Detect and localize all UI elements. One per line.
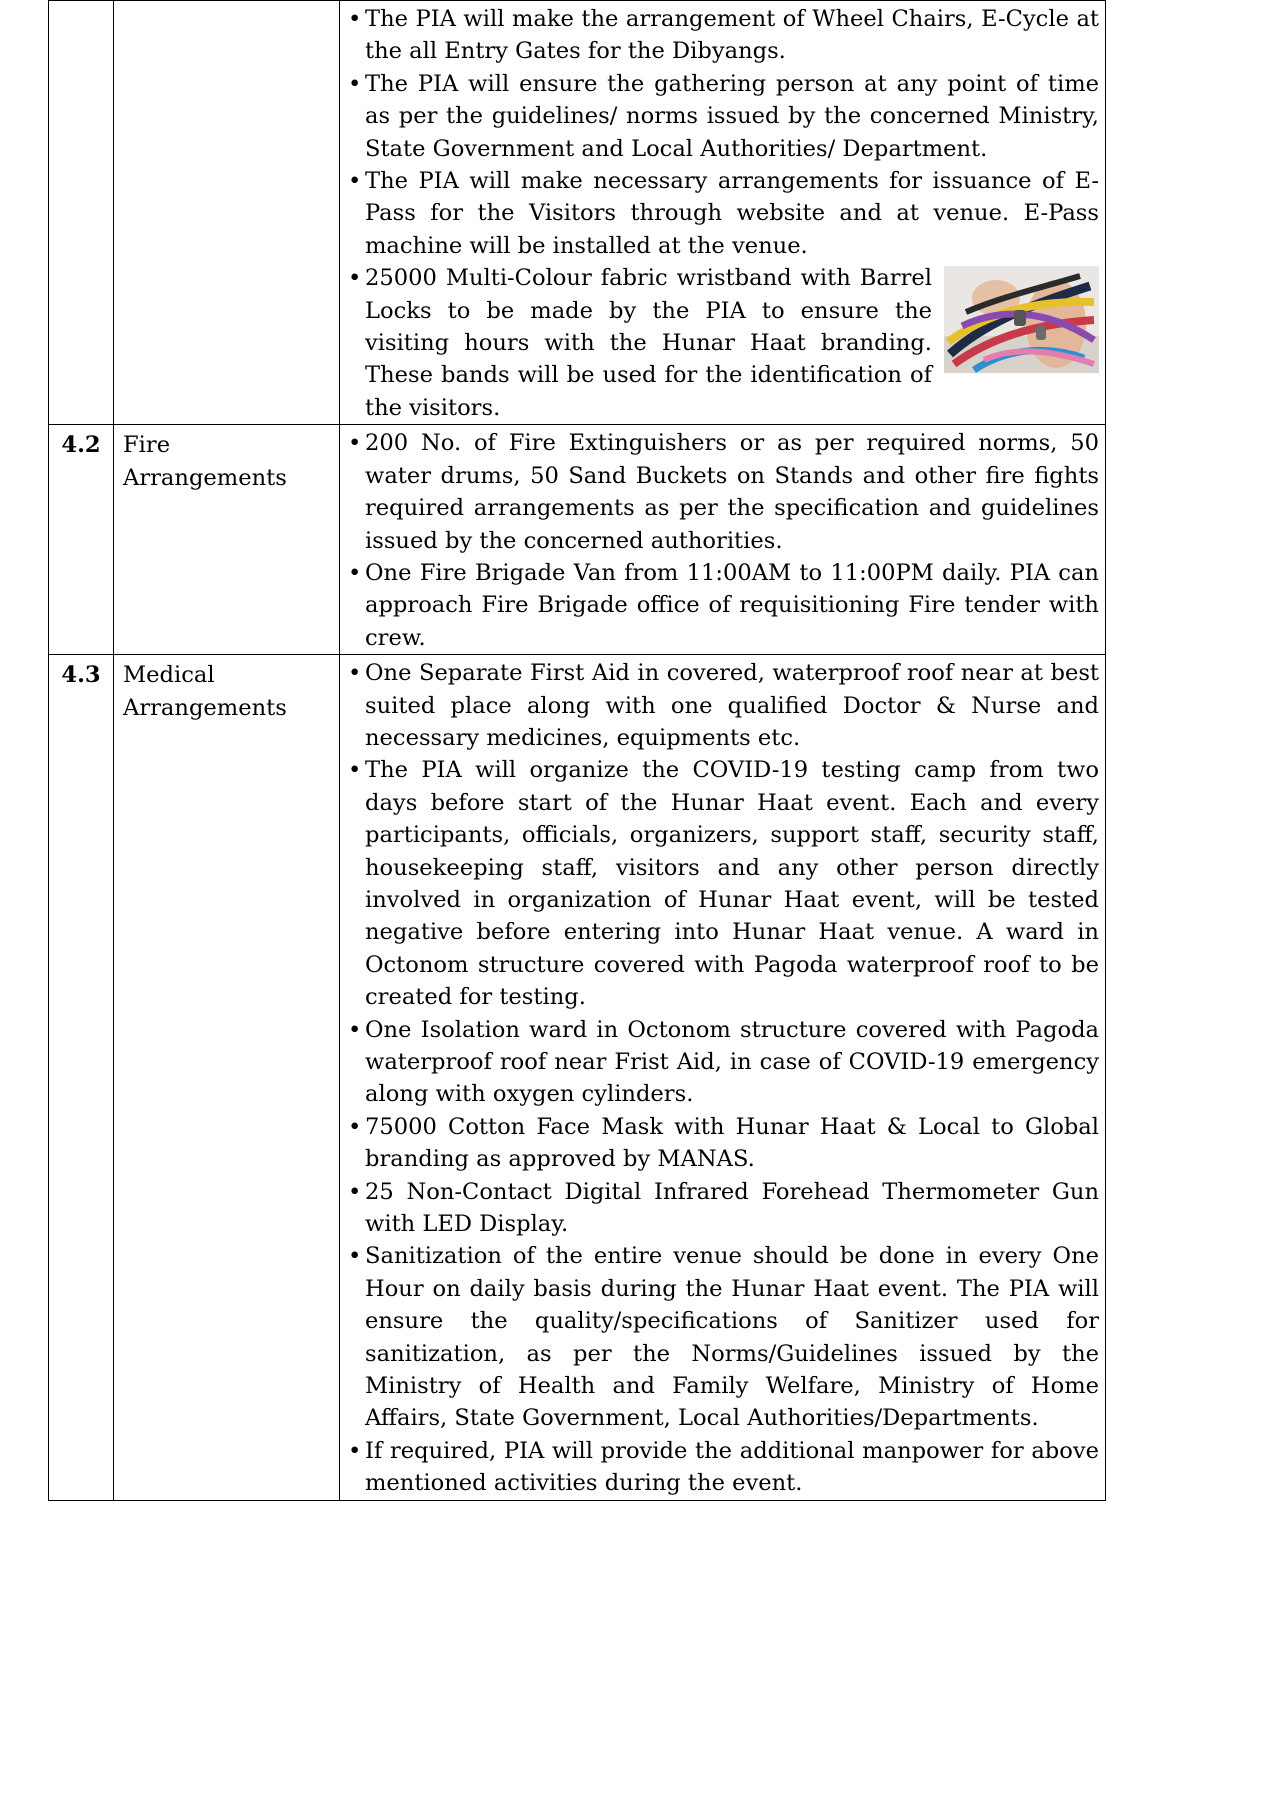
row-number-cell: 4.2 [49, 425, 114, 655]
bullet-icon: • [348, 1178, 362, 1205]
row-heading-cell: Medical Arrangements [114, 655, 340, 1501]
bullet-icon: • [348, 430, 362, 457]
bullet-icon: • [348, 660, 362, 687]
row-details-cell [340, 1, 1106, 425]
table-row-continuation [49, 1, 1106, 425]
list-item-text: The PIA will make the arrangement of Wheel Chairs, E-Cycle at the all Entry Gates for the Dibyangs. [365, 6, 1099, 65]
list-item [348, 754, 1099, 1013]
table-row-fire [49, 425, 1106, 655]
list-item-text: 25000 Multi-Colour fabric wristband with Barrel Locks to be made by the PIA to ensure the visiting hours with the Hunar Haat branding. These bands will be used for the identification of the visitors. [365, 265, 932, 421]
bullet-icon: • [348, 757, 362, 784]
list-item-text: The PIA will make necessary arrangements for issuance of E-Pass for the Visitors through website and at venue. E-Pass machine will be installed at the venue. [365, 168, 1099, 259]
bullet-icon: • [348, 70, 362, 97]
wristband-photo [944, 266, 1099, 373]
row-heading-cell [114, 1, 340, 425]
list-item-text: 25 Non-Contact Digital Infrared Forehead Thermometer Gun with LED Display. [365, 1178, 1099, 1238]
list-item [348, 1176, 1099, 1241]
list-item [348, 1240, 1099, 1434]
list-item-text: 75000 Cotton Face Mask with Hunar Haat & Local to Global branding as approved by MANAS. [365, 1113, 1099, 1173]
table-row-medical [49, 655, 1106, 1501]
bullet-list [348, 427, 1099, 654]
list-item-text: One Isolation ward in Octonom structure covered with Pagoda waterproof roof near Frist Aid, in case of COVID-19 emergency along with oxygen cylinders. [365, 1016, 1099, 1108]
list-item [348, 557, 1099, 654]
row-heading-cell: Fire Arrangements [114, 425, 340, 655]
list-item [348, 1435, 1099, 1500]
list-item [348, 657, 1099, 754]
list-item [348, 3, 1099, 68]
row-number-cell [49, 1, 114, 425]
list-item [348, 262, 1099, 424]
list-item-text: One Separate First Aid in covered, waterproof roof near at best suited place along with one qualified Doctor & Nurse and necessary medicines, equipments etc. [365, 660, 1099, 751]
bullet-icon: • [348, 1243, 362, 1270]
bullet-list [348, 657, 1099, 1500]
arrangements-table [48, 0, 1106, 1501]
row-number-cell: 4.3 [49, 655, 114, 1501]
list-item-text: The PIA will organize the COVID-19 testing camp from two days before start of the Hunar Haat event. Each and every participants, officials, organizers, support staff, security staff, housekeeping staff, visitors and any other person directly involved in organization of Hunar Haat event, will be tested negative before entering into Hunar Haat venue. A ward in Octonom structure covered with Pagoda waterproof roof to be created for testing. [365, 757, 1099, 1011]
list-item-text: Sanitization of the entire venue should be done in every One Hour on daily basis during the Hunar Haat event. The PIA will ensure the quality/specifications of Sanitizer used for sanitization, as per the Norms/Guidelines issued by the Ministry of Health and Family Welfare, Ministry of Home Affairs, State Government, Local Authorities/Departments. [365, 1243, 1099, 1432]
bullet-list [348, 3, 1099, 424]
list-item-text: 200 No. of Fire Extinguishers or as per required norms, 50 water drums, 50 Sand Buckets on Stands and other fire fights required arrangements as per the specification and guidelines issued by the concerned authorities. [365, 430, 1099, 554]
bullet-icon: • [348, 6, 362, 32]
bullet-icon: • [348, 168, 362, 195]
bullet-icon: • [348, 1437, 362, 1464]
list-item-text: One Fire Brigade Van from 11:00AM to 11:00PM daily. PIA can approach Fire Brigade office of requisitioning Fire tender with crew. [365, 559, 1099, 651]
row-details-cell [340, 655, 1106, 1501]
bullet-icon: • [348, 1016, 362, 1043]
list-item [348, 165, 1099, 262]
bullet-icon: • [348, 1113, 362, 1140]
list-item-text: If required, PIA will provide the additional manpower for above mentioned activities during the event. [365, 1437, 1099, 1497]
bullet-icon: • [348, 559, 362, 586]
list-item [348, 68, 1099, 165]
list-item [348, 1111, 1099, 1176]
row-details-cell [340, 425, 1106, 655]
list-item [348, 427, 1099, 557]
list-item-text: The PIA will ensure the gathering person at any point of time as per the guidelines/ norms issued by the concerned Ministry, State Government and Local Authorities/ Department. [365, 70, 1099, 162]
list-item [348, 1014, 1099, 1111]
bullet-icon: • [348, 265, 362, 292]
